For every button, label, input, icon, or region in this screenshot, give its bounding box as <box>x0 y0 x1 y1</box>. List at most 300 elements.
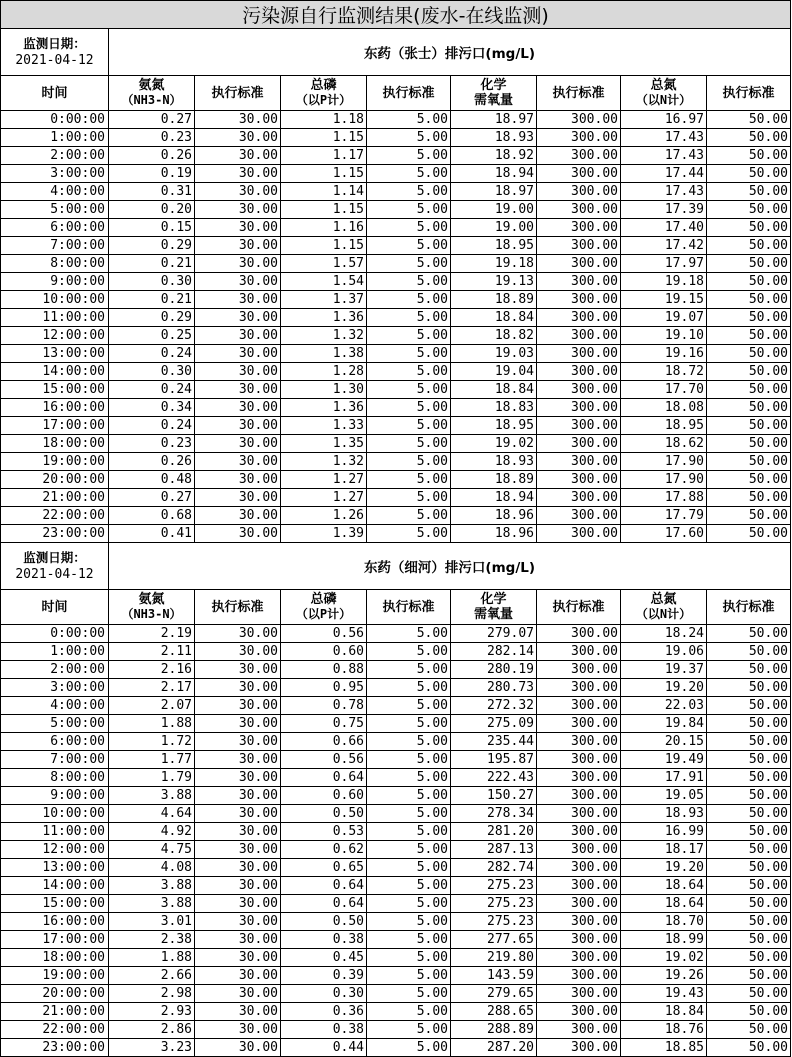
monitoring-date-label: 监测日期： <box>23 36 86 51</box>
value-cell: 17.43 <box>621 129 707 147</box>
table-row <box>1 787 791 805</box>
value-cell: 300.00 <box>537 381 621 399</box>
table-row <box>1 219 791 237</box>
value-cell: 0.48 <box>109 471 195 489</box>
value-cell: 17.97 <box>621 255 707 273</box>
value-cell: 300.00 <box>537 291 621 309</box>
value-cell: 5.00 <box>367 111 451 129</box>
value-cell: 50.00 <box>707 841 791 859</box>
value-cell: 5.00 <box>367 877 451 895</box>
value-cell: 300.00 <box>537 255 621 273</box>
value-cell: 19.02 <box>451 435 537 453</box>
time-cell: 2:00:00 <box>1 147 109 165</box>
value-cell: 18.94 <box>451 489 537 507</box>
value-cell: 0.95 <box>281 679 367 697</box>
value-cell: 30.00 <box>195 291 281 309</box>
report-title: 污染源自行监测结果(废水-在线监测) <box>1 1 791 29</box>
value-cell: 300.00 <box>537 715 621 733</box>
value-cell: 281.20 <box>451 823 537 841</box>
time-cell: 22:00:00 <box>1 507 109 525</box>
value-cell: 18.92 <box>451 147 537 165</box>
value-cell: 17.70 <box>621 381 707 399</box>
value-cell: 3.88 <box>109 787 195 805</box>
value-cell: 1.17 <box>281 147 367 165</box>
monitoring-date-value: 2021-04-12 <box>15 53 94 68</box>
column-header-main: 氨氮 <box>138 78 165 93</box>
value-cell: 50.00 <box>707 381 791 399</box>
value-cell: 0.26 <box>109 147 195 165</box>
value-cell: 300.00 <box>537 237 621 255</box>
value-cell: 1.26 <box>281 507 367 525</box>
value-cell: 30.00 <box>195 381 281 399</box>
value-cell: 300.00 <box>537 147 621 165</box>
time-cell: 12:00:00 <box>1 841 109 859</box>
value-cell: 30.00 <box>195 489 281 507</box>
value-cell: 50.00 <box>707 165 791 183</box>
value-cell: 5.00 <box>367 507 451 525</box>
table-row <box>1 435 791 453</box>
value-cell: 5.00 <box>367 453 451 471</box>
table-row <box>1 805 791 823</box>
value-cell: 300.00 <box>537 471 621 489</box>
value-cell: 50.00 <box>707 913 791 931</box>
value-cell: 0.25 <box>109 327 195 345</box>
column-header <box>451 76 537 111</box>
value-cell: 300.00 <box>537 697 621 715</box>
table-row <box>1 201 791 219</box>
value-cell: 5.00 <box>367 489 451 507</box>
value-cell: 30.00 <box>195 1039 281 1057</box>
value-cell: 222.43 <box>451 769 537 787</box>
value-cell: 17.39 <box>621 201 707 219</box>
value-cell: 18.84 <box>621 1003 707 1021</box>
value-cell: 0.30 <box>281 985 367 1003</box>
value-cell: 0.27 <box>109 489 195 507</box>
table-row <box>1 111 791 129</box>
column-header-row <box>1 76 791 111</box>
table-row <box>1 931 791 949</box>
value-cell: 19.43 <box>621 985 707 1003</box>
value-cell: 300.00 <box>537 769 621 787</box>
value-cell: 50.00 <box>707 697 791 715</box>
table-row <box>1 895 791 913</box>
value-cell: 0.66 <box>281 733 367 751</box>
value-cell: 5.00 <box>367 183 451 201</box>
value-cell: 18.93 <box>451 453 537 471</box>
value-cell: 50.00 <box>707 327 791 345</box>
column-header <box>367 76 451 111</box>
value-cell: 0.21 <box>109 291 195 309</box>
value-cell: 50.00 <box>707 985 791 1003</box>
value-cell: 30.00 <box>195 1003 281 1021</box>
value-cell: 19.06 <box>621 643 707 661</box>
column-header-main: 总磷 <box>310 592 337 607</box>
value-cell: 1.15 <box>281 237 367 255</box>
value-cell: 30.00 <box>195 507 281 525</box>
time-cell: 22:00:00 <box>1 1021 109 1039</box>
value-cell: 19.37 <box>621 661 707 679</box>
column-header <box>621 590 707 625</box>
value-cell: 3.88 <box>109 895 195 913</box>
column-header-main: 执行标准 <box>722 599 775 615</box>
value-cell: 30.00 <box>195 255 281 273</box>
value-cell: 19.04 <box>451 363 537 381</box>
value-cell: 5.00 <box>367 823 451 841</box>
value-cell: 30.00 <box>195 525 281 543</box>
value-cell: 50.00 <box>707 931 791 949</box>
value-cell: 5.00 <box>367 345 451 363</box>
value-cell: 0.15 <box>109 219 195 237</box>
value-cell: 0.68 <box>109 507 195 525</box>
value-cell: 16.99 <box>621 823 707 841</box>
value-cell: 17.90 <box>621 471 707 489</box>
value-cell: 18.96 <box>451 525 537 543</box>
value-cell: 30.00 <box>195 471 281 489</box>
table-row <box>1 913 791 931</box>
value-cell: 5.00 <box>367 399 451 417</box>
value-cell: 300.00 <box>537 643 621 661</box>
value-cell: 300.00 <box>537 625 621 643</box>
value-cell: 5.00 <box>367 949 451 967</box>
value-cell: 30.00 <box>195 931 281 949</box>
column-header <box>707 76 791 111</box>
value-cell: 287.13 <box>451 841 537 859</box>
value-cell: 18.62 <box>621 435 707 453</box>
value-cell: 0.30 <box>109 273 195 291</box>
value-cell: 30.00 <box>195 787 281 805</box>
value-cell: 1.27 <box>281 471 367 489</box>
value-cell: 0.65 <box>281 859 367 877</box>
value-cell: 19.05 <box>621 787 707 805</box>
time-cell: 10:00:00 <box>1 291 109 309</box>
table-row <box>1 129 791 147</box>
value-cell: 5.00 <box>367 291 451 309</box>
value-cell: 50.00 <box>707 1021 791 1039</box>
column-header-main: 执行标准 <box>211 85 264 101</box>
value-cell: 30.00 <box>195 417 281 435</box>
value-cell: 0.56 <box>281 751 367 769</box>
time-cell: 19:00:00 <box>1 967 109 985</box>
value-cell: 50.00 <box>707 111 791 129</box>
value-cell: 50.00 <box>707 859 791 877</box>
table-row <box>1 679 791 697</box>
table-row <box>1 399 791 417</box>
table-row <box>1 1021 791 1039</box>
value-cell: 0.44 <box>281 1039 367 1057</box>
value-cell: 1.30 <box>281 381 367 399</box>
value-cell: 1.88 <box>109 715 195 733</box>
value-cell: 2.86 <box>109 1021 195 1039</box>
value-cell: 30.00 <box>195 183 281 201</box>
value-cell: 20.15 <box>621 733 707 751</box>
value-cell: 3.23 <box>109 1039 195 1057</box>
value-cell: 16.97 <box>621 111 707 129</box>
value-cell: 18.85 <box>621 1039 707 1057</box>
value-cell: 300.00 <box>537 489 621 507</box>
value-cell: 18.97 <box>451 183 537 201</box>
value-cell: 1.79 <box>109 769 195 787</box>
value-cell: 0.24 <box>109 417 195 435</box>
time-cell: 8:00:00 <box>1 769 109 787</box>
value-cell: 30.00 <box>195 733 281 751</box>
time-cell: 1:00:00 <box>1 129 109 147</box>
column-header-main: 时间 <box>41 599 68 615</box>
value-cell: 18.94 <box>451 165 537 183</box>
time-cell: 16:00:00 <box>1 399 109 417</box>
time-cell: 4:00:00 <box>1 183 109 201</box>
time-cell: 1:00:00 <box>1 643 109 661</box>
value-cell: 17.79 <box>621 507 707 525</box>
value-cell: 30.00 <box>195 823 281 841</box>
time-cell: 17:00:00 <box>1 417 109 435</box>
value-cell: 50.00 <box>707 507 791 525</box>
value-cell: 5.00 <box>367 967 451 985</box>
value-cell: 1.37 <box>281 291 367 309</box>
column-header-sub: 需氧量 <box>473 607 513 622</box>
value-cell: 30.00 <box>195 985 281 1003</box>
value-cell: 275.23 <box>451 895 537 913</box>
column-header-row <box>1 590 791 625</box>
value-cell: 30.00 <box>195 715 281 733</box>
column-header <box>195 590 281 625</box>
value-cell: 5.00 <box>367 363 451 381</box>
value-cell: 300.00 <box>537 949 621 967</box>
time-cell: 18:00:00 <box>1 435 109 453</box>
value-cell: 50.00 <box>707 679 791 697</box>
value-cell: 5.00 <box>367 1039 451 1057</box>
time-cell: 17:00:00 <box>1 931 109 949</box>
value-cell: 30.00 <box>195 697 281 715</box>
value-cell: 0.24 <box>109 345 195 363</box>
value-cell: 17.44 <box>621 165 707 183</box>
value-cell: 300.00 <box>537 805 621 823</box>
column-header <box>109 76 195 111</box>
value-cell: 50.00 <box>707 733 791 751</box>
value-cell: 300.00 <box>537 183 621 201</box>
value-cell: 18.95 <box>451 417 537 435</box>
value-cell: 0.53 <box>281 823 367 841</box>
value-cell: 30.00 <box>195 111 281 129</box>
column-header-sub: （NH3-N） <box>121 607 182 621</box>
value-cell: 50.00 <box>707 877 791 895</box>
value-cell: 300.00 <box>537 751 621 769</box>
value-cell: 300.00 <box>537 1039 621 1057</box>
value-cell: 50.00 <box>707 255 791 273</box>
table-row <box>1 949 791 967</box>
time-cell: 13:00:00 <box>1 345 109 363</box>
time-cell: 23:00:00 <box>1 1039 109 1057</box>
value-cell: 30.00 <box>195 363 281 381</box>
value-cell: 300.00 <box>537 679 621 697</box>
value-cell: 300.00 <box>537 895 621 913</box>
value-cell: 5.00 <box>367 805 451 823</box>
value-cell: 17.42 <box>621 237 707 255</box>
value-cell: 19.18 <box>451 255 537 273</box>
value-cell: 1.77 <box>109 751 195 769</box>
value-cell: 300.00 <box>537 129 621 147</box>
value-cell: 2.17 <box>109 679 195 697</box>
value-cell: 50.00 <box>707 453 791 471</box>
column-header <box>451 590 537 625</box>
value-cell: 5.00 <box>367 1021 451 1039</box>
value-cell: 1.15 <box>281 201 367 219</box>
value-cell: 50.00 <box>707 183 791 201</box>
time-cell: 7:00:00 <box>1 751 109 769</box>
column-header-main: 时间 <box>41 85 68 101</box>
value-cell: 30.00 <box>195 453 281 471</box>
value-cell: 30.00 <box>195 841 281 859</box>
table-row <box>1 823 791 841</box>
column-header <box>621 76 707 111</box>
value-cell: 5.00 <box>367 255 451 273</box>
value-cell: 300.00 <box>537 985 621 1003</box>
value-cell: 275.23 <box>451 913 537 931</box>
table-row <box>1 327 791 345</box>
time-cell: 18:00:00 <box>1 949 109 967</box>
value-cell: 1.57 <box>281 255 367 273</box>
value-cell: 19.20 <box>621 679 707 697</box>
value-cell: 300.00 <box>537 219 621 237</box>
value-cell: 0.56 <box>281 625 367 643</box>
column-header-main: 执行标准 <box>552 599 605 615</box>
value-cell: 50.00 <box>707 129 791 147</box>
value-cell: 19.00 <box>451 219 537 237</box>
value-cell: 18.89 <box>451 291 537 309</box>
value-cell: 50.00 <box>707 751 791 769</box>
value-cell: 5.00 <box>367 679 451 697</box>
value-cell: 0.45 <box>281 949 367 967</box>
outlet-title: 东药（细河）排污口(mg/L) <box>109 543 791 590</box>
value-cell: 18.93 <box>451 129 537 147</box>
value-cell: 300.00 <box>537 931 621 949</box>
value-cell: 30.00 <box>195 165 281 183</box>
table-row <box>1 859 791 877</box>
value-cell: 0.38 <box>281 1021 367 1039</box>
value-cell: 1.54 <box>281 273 367 291</box>
value-cell: 0.23 <box>109 129 195 147</box>
value-cell: 0.30 <box>109 363 195 381</box>
column-header <box>281 590 367 625</box>
value-cell: 50.00 <box>707 417 791 435</box>
table-row <box>1 273 791 291</box>
value-cell: 282.74 <box>451 859 537 877</box>
table-row <box>1 967 791 985</box>
value-cell: 18.84 <box>451 381 537 399</box>
monitoring-date-cell <box>1 29 109 76</box>
value-cell: 278.34 <box>451 805 537 823</box>
table-row <box>1 769 791 787</box>
value-cell: 0.21 <box>109 255 195 273</box>
value-cell: 18.82 <box>451 327 537 345</box>
value-cell: 5.00 <box>367 327 451 345</box>
value-cell: 1.35 <box>281 435 367 453</box>
time-cell: 11:00:00 <box>1 823 109 841</box>
column-header-sub: （NH3-N） <box>121 93 182 107</box>
table-row <box>1 489 791 507</box>
table-row <box>1 183 791 201</box>
value-cell: 5.00 <box>367 273 451 291</box>
value-cell: 30.00 <box>195 949 281 967</box>
value-cell: 17.40 <box>621 219 707 237</box>
table-row <box>1 751 791 769</box>
value-cell: 5.00 <box>367 1003 451 1021</box>
time-cell: 20:00:00 <box>1 985 109 1003</box>
value-cell: 50.00 <box>707 345 791 363</box>
table-row <box>1 715 791 733</box>
value-cell: 5.00 <box>367 985 451 1003</box>
column-header-main: 氨氮 <box>138 592 165 607</box>
value-cell: 1.36 <box>281 399 367 417</box>
value-cell: 19.15 <box>621 291 707 309</box>
value-cell: 2.19 <box>109 625 195 643</box>
value-cell: 1.28 <box>281 363 367 381</box>
value-cell: 30.00 <box>195 625 281 643</box>
value-cell: 50.00 <box>707 435 791 453</box>
table-row <box>1 507 791 525</box>
column-header <box>537 76 621 111</box>
value-cell: 17.90 <box>621 453 707 471</box>
value-cell: 272.32 <box>451 697 537 715</box>
value-cell: 300.00 <box>537 165 621 183</box>
value-cell: 18.83 <box>451 399 537 417</box>
value-cell: 18.99 <box>621 931 707 949</box>
value-cell: 5.00 <box>367 769 451 787</box>
value-cell: 300.00 <box>537 345 621 363</box>
value-cell: 30.00 <box>195 805 281 823</box>
monitoring-date-cell <box>1 543 109 590</box>
value-cell: 5.00 <box>367 751 451 769</box>
time-cell: 3:00:00 <box>1 679 109 697</box>
value-cell: 287.20 <box>451 1039 537 1057</box>
value-cell: 5.00 <box>367 417 451 435</box>
value-cell: 4.64 <box>109 805 195 823</box>
column-header <box>1 590 109 625</box>
column-header <box>707 590 791 625</box>
table-row <box>1 985 791 1003</box>
value-cell: 300.00 <box>537 327 621 345</box>
value-cell: 30.00 <box>195 435 281 453</box>
value-cell: 280.73 <box>451 679 537 697</box>
value-cell: 30.00 <box>195 967 281 985</box>
value-cell: 0.20 <box>109 201 195 219</box>
value-cell: 300.00 <box>537 967 621 985</box>
value-cell: 195.87 <box>451 751 537 769</box>
value-cell: 0.26 <box>109 453 195 471</box>
value-cell: 30.00 <box>195 201 281 219</box>
column-header-main: 化学 <box>480 78 507 93</box>
column-header-main: 总氮 <box>650 592 677 607</box>
value-cell: 18.64 <box>621 877 707 895</box>
value-cell: 18.89 <box>451 471 537 489</box>
column-header-main: 总磷 <box>310 78 337 93</box>
value-cell: 300.00 <box>537 363 621 381</box>
time-cell: 9:00:00 <box>1 787 109 805</box>
value-cell: 300.00 <box>537 877 621 895</box>
time-cell: 23:00:00 <box>1 525 109 543</box>
value-cell: 30.00 <box>195 345 281 363</box>
value-cell: 5.00 <box>367 237 451 255</box>
value-cell: 0.75 <box>281 715 367 733</box>
value-cell: 300.00 <box>537 859 621 877</box>
value-cell: 50.00 <box>707 823 791 841</box>
value-cell: 0.78 <box>281 697 367 715</box>
value-cell: 300.00 <box>537 309 621 327</box>
table-row <box>1 877 791 895</box>
value-cell: 1.33 <box>281 417 367 435</box>
value-cell: 2.93 <box>109 1003 195 1021</box>
value-cell: 18.93 <box>621 805 707 823</box>
time-cell: 5:00:00 <box>1 715 109 733</box>
